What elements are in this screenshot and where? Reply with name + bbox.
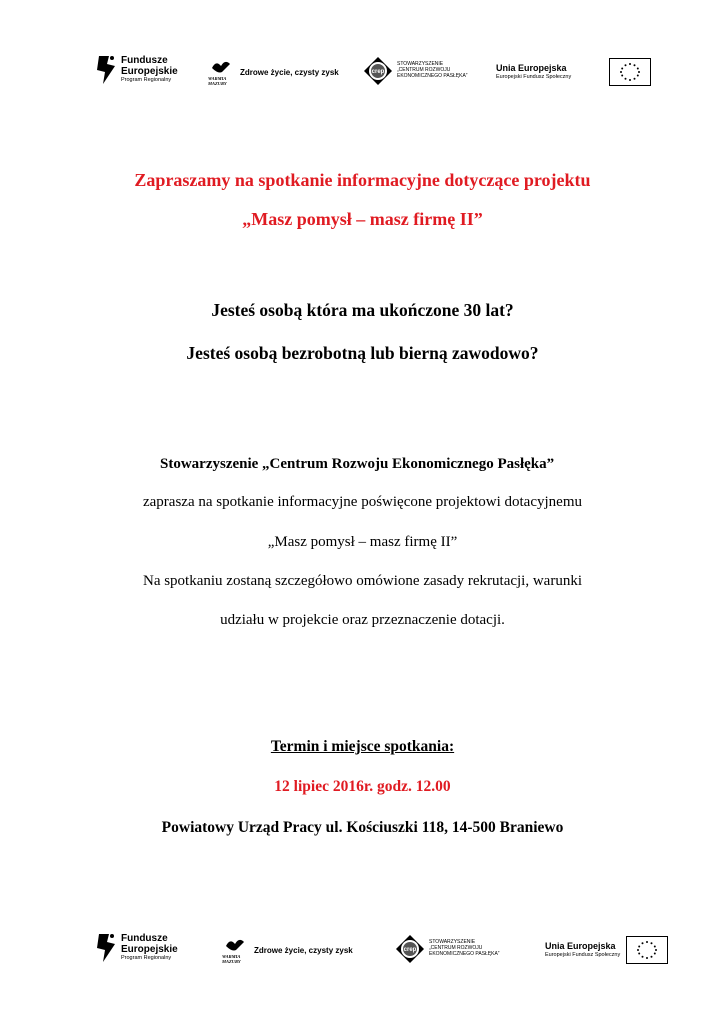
question-age: Jesteś osobą która ma ukończone 30 lat?	[211, 300, 514, 320]
wm-slogan: Zdrowe życie, czysty zysk	[240, 67, 339, 77]
crep-logo-footer	[395, 934, 499, 964]
fe-star-icon	[95, 54, 117, 86]
question-employment: Jesteś osobą bezrobotną lub bierną zawodowo?	[186, 343, 539, 363]
fe-star-icon	[95, 932, 117, 964]
body-line3: Na spotkaniu zostaną szczegółowo omówione zasady rekrutacji, warunki	[142, 573, 583, 589]
wm-mark	[222, 936, 250, 964]
fe-sub: Program Regionalny	[121, 77, 172, 84]
crep-line3: EKONOMICZNEGO PASŁĘKA”	[429, 950, 500, 957]
warmia-mazury-logo-footer	[222, 936, 353, 964]
header-logo-bar	[0, 52, 725, 92]
fe-sub: Program Regionalny	[121, 955, 172, 962]
wm-word: WARMIA MAZURY	[208, 76, 227, 86]
wm-slogan: Zdrowe życie, czysty zysk	[254, 945, 353, 955]
meeting-label: Termin i miejsce spotkania:	[270, 738, 455, 755]
wm-word: WARMIA MAZURY	[222, 954, 241, 964]
ue-name: Unia Europejska	[545, 941, 616, 952]
fundusze-europejskie-logo-footer	[95, 932, 178, 964]
eu-flag-icon	[609, 58, 651, 86]
crep-logo	[363, 56, 467, 86]
ue-name: Unia Europejska	[496, 63, 567, 74]
crep-line2: „CENTRUM ROZWOJU	[397, 67, 451, 74]
wm-bird-icon	[210, 58, 232, 76]
fe-name-line1: Fundusze	[121, 933, 168, 945]
crep-mark: crep	[371, 69, 385, 75]
organization-name: Stowarzyszenie „Centrum Rozwoju Ekonomicznego Pasłęka”	[160, 456, 555, 472]
body-line1: zaprasza na spotkanie informacyjne poświęcone projektowi dotacyjnemu	[142, 494, 582, 510]
fe-name-line2: Europejskie	[121, 943, 178, 955]
crep-line1: STOWARZYSZENIE	[429, 939, 476, 946]
body-project-name: „Masz pomysł – masz firmę II”	[267, 534, 458, 550]
wm-mark	[208, 58, 236, 86]
body-line4: udziału w projekcie oraz przeznaczenie dotacji.	[220, 612, 505, 628]
heading-line1: Zapraszamy na spotkanie informacyjne dotyczące projektu	[134, 170, 591, 190]
crep-line1: STOWARZYSZENIE	[397, 61, 444, 68]
crep-badge-icon	[363, 56, 393, 86]
crep-line3: EKONOMICZNEGO PASŁĘKA”	[397, 72, 468, 79]
unia-europejska-logo	[496, 58, 651, 86]
meeting-place: Powiatowy Urząd Pracy ul. Kościuszki 118, 14-500 Braniewo	[161, 819, 564, 836]
ue-sub: Europejski Fundusz Społeczny	[545, 952, 621, 959]
heading-project-name: „Masz pomysł – masz firmę II”	[242, 209, 483, 229]
fundusze-europejskie-logo	[95, 54, 178, 86]
fe-name-line1: Fundusze	[121, 55, 168, 67]
crep-badge-icon	[395, 934, 425, 964]
eu-flag-icon	[626, 936, 668, 964]
ue-sub: Europejski Fundusz Społeczny	[496, 74, 572, 81]
footer-logo-bar	[0, 930, 725, 970]
crep-mark: crep	[403, 947, 417, 953]
unia-europejska-logo-footer	[545, 936, 668, 964]
crep-line2: „CENTRUM ROZWOJU	[429, 945, 483, 952]
warmia-mazury-logo	[208, 58, 339, 86]
meeting-date: 12 lipiec 2016r. godz. 12.00	[274, 778, 451, 795]
wm-bird-icon	[224, 936, 246, 954]
fe-name-line2: Europejskie	[121, 65, 178, 77]
